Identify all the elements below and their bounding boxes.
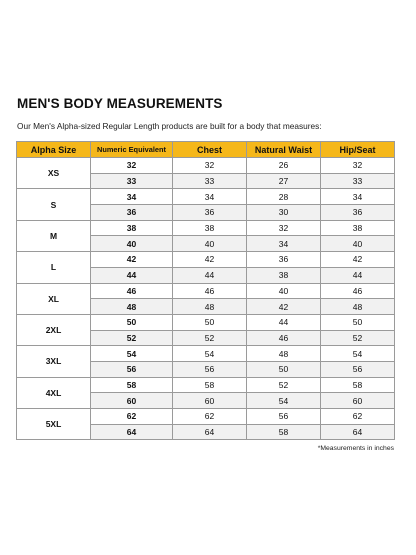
measurements-table — [16, 141, 395, 440]
waist-cell: 46 — [247, 330, 321, 346]
alpha-size-cell: M — [17, 220, 91, 251]
numeric-cell: 52 — [91, 330, 173, 346]
numeric-cell: 34 — [91, 189, 173, 205]
footnote: *Measurements in inches — [317, 445, 394, 452]
header-hip-seat: Hip/Seat — [321, 142, 395, 158]
chest-cell: 38 — [173, 220, 247, 236]
header-alpha-size: Alpha Size — [17, 142, 91, 158]
hip-cell: 50 — [321, 314, 395, 330]
hip-cell: 54 — [321, 346, 395, 362]
page-title: MEN'S BODY MEASUREMENTS — [17, 96, 223, 111]
hip-cell: 44 — [321, 267, 395, 283]
hip-cell: 60 — [321, 393, 395, 409]
numeric-cell: 44 — [91, 267, 173, 283]
table-row — [17, 158, 395, 174]
hip-cell: 62 — [321, 409, 395, 425]
chest-cell: 58 — [173, 377, 247, 393]
waist-cell: 50 — [247, 361, 321, 377]
numeric-cell: 33 — [91, 173, 173, 189]
table-row — [17, 283, 395, 299]
table-row — [17, 409, 395, 425]
chest-cell: 42 — [173, 252, 247, 268]
waist-cell: 54 — [247, 393, 321, 409]
numeric-cell: 36 — [91, 205, 173, 221]
hip-cell: 42 — [321, 252, 395, 268]
alpha-size-cell: XL — [17, 283, 91, 314]
chest-cell: 60 — [173, 393, 247, 409]
chest-cell: 54 — [173, 346, 247, 362]
table-row — [17, 314, 395, 330]
waist-cell: 44 — [247, 314, 321, 330]
numeric-cell: 62 — [91, 409, 173, 425]
waist-cell: 36 — [247, 252, 321, 268]
chest-cell: 48 — [173, 299, 247, 315]
hip-cell: 58 — [321, 377, 395, 393]
numeric-cell: 60 — [91, 393, 173, 409]
chest-cell: 34 — [173, 189, 247, 205]
numeric-cell: 32 — [91, 158, 173, 174]
alpha-size-cell: S — [17, 189, 91, 220]
table-header-row — [17, 142, 395, 158]
hip-cell: 34 — [321, 189, 395, 205]
waist-cell: 58 — [247, 424, 321, 440]
waist-cell: 26 — [247, 158, 321, 174]
waist-cell: 28 — [247, 189, 321, 205]
chest-cell: 64 — [173, 424, 247, 440]
hip-cell: 52 — [321, 330, 395, 346]
hip-cell: 46 — [321, 283, 395, 299]
numeric-cell: 58 — [91, 377, 173, 393]
alpha-size-cell: 3XL — [17, 346, 91, 377]
table-row — [17, 220, 395, 236]
hip-cell: 48 — [321, 299, 395, 315]
numeric-cell: 48 — [91, 299, 173, 315]
numeric-cell: 38 — [91, 220, 173, 236]
numeric-cell: 54 — [91, 346, 173, 362]
hip-cell: 56 — [321, 361, 395, 377]
waist-cell: 48 — [247, 346, 321, 362]
intro-text: Our Men's Alpha-sized Regular Length products are built for a body that measures: — [17, 121, 322, 131]
waist-cell: 32 — [247, 220, 321, 236]
chest-cell: 40 — [173, 236, 247, 252]
waist-cell: 56 — [247, 409, 321, 425]
alpha-size-cell: 4XL — [17, 377, 91, 408]
chest-cell: 56 — [173, 361, 247, 377]
alpha-size-cell: 5XL — [17, 409, 91, 440]
waist-cell: 40 — [247, 283, 321, 299]
table-row — [17, 189, 395, 205]
header-natural-waist: Natural Waist — [247, 142, 321, 158]
hip-cell: 38 — [321, 220, 395, 236]
numeric-cell: 56 — [91, 361, 173, 377]
hip-cell: 36 — [321, 205, 395, 221]
chest-cell: 36 — [173, 205, 247, 221]
numeric-cell: 50 — [91, 314, 173, 330]
numeric-cell: 40 — [91, 236, 173, 252]
header-chest: Chest — [173, 142, 247, 158]
hip-cell: 64 — [321, 424, 395, 440]
chest-cell: 32 — [173, 158, 247, 174]
table-body — [17, 158, 395, 440]
chest-cell: 33 — [173, 173, 247, 189]
chest-cell: 46 — [173, 283, 247, 299]
waist-cell: 38 — [247, 267, 321, 283]
numeric-cell: 64 — [91, 424, 173, 440]
alpha-size-cell: XS — [17, 158, 91, 189]
numeric-cell: 46 — [91, 283, 173, 299]
chest-cell: 44 — [173, 267, 247, 283]
hip-cell: 32 — [321, 158, 395, 174]
table-row — [17, 346, 395, 362]
alpha-size-cell: L — [17, 252, 91, 283]
hip-cell: 33 — [321, 173, 395, 189]
waist-cell: 27 — [247, 173, 321, 189]
waist-cell: 52 — [247, 377, 321, 393]
chest-cell: 62 — [173, 409, 247, 425]
hip-cell: 40 — [321, 236, 395, 252]
table-row — [17, 252, 395, 268]
alpha-size-cell: 2XL — [17, 314, 91, 345]
waist-cell: 34 — [247, 236, 321, 252]
header-numeric-equivalent: Numeric Equivalent — [91, 142, 173, 158]
waist-cell: 42 — [247, 299, 321, 315]
table-row — [17, 377, 395, 393]
numeric-cell: 42 — [91, 252, 173, 268]
waist-cell: 30 — [247, 205, 321, 221]
chest-cell: 50 — [173, 314, 247, 330]
chest-cell: 52 — [173, 330, 247, 346]
